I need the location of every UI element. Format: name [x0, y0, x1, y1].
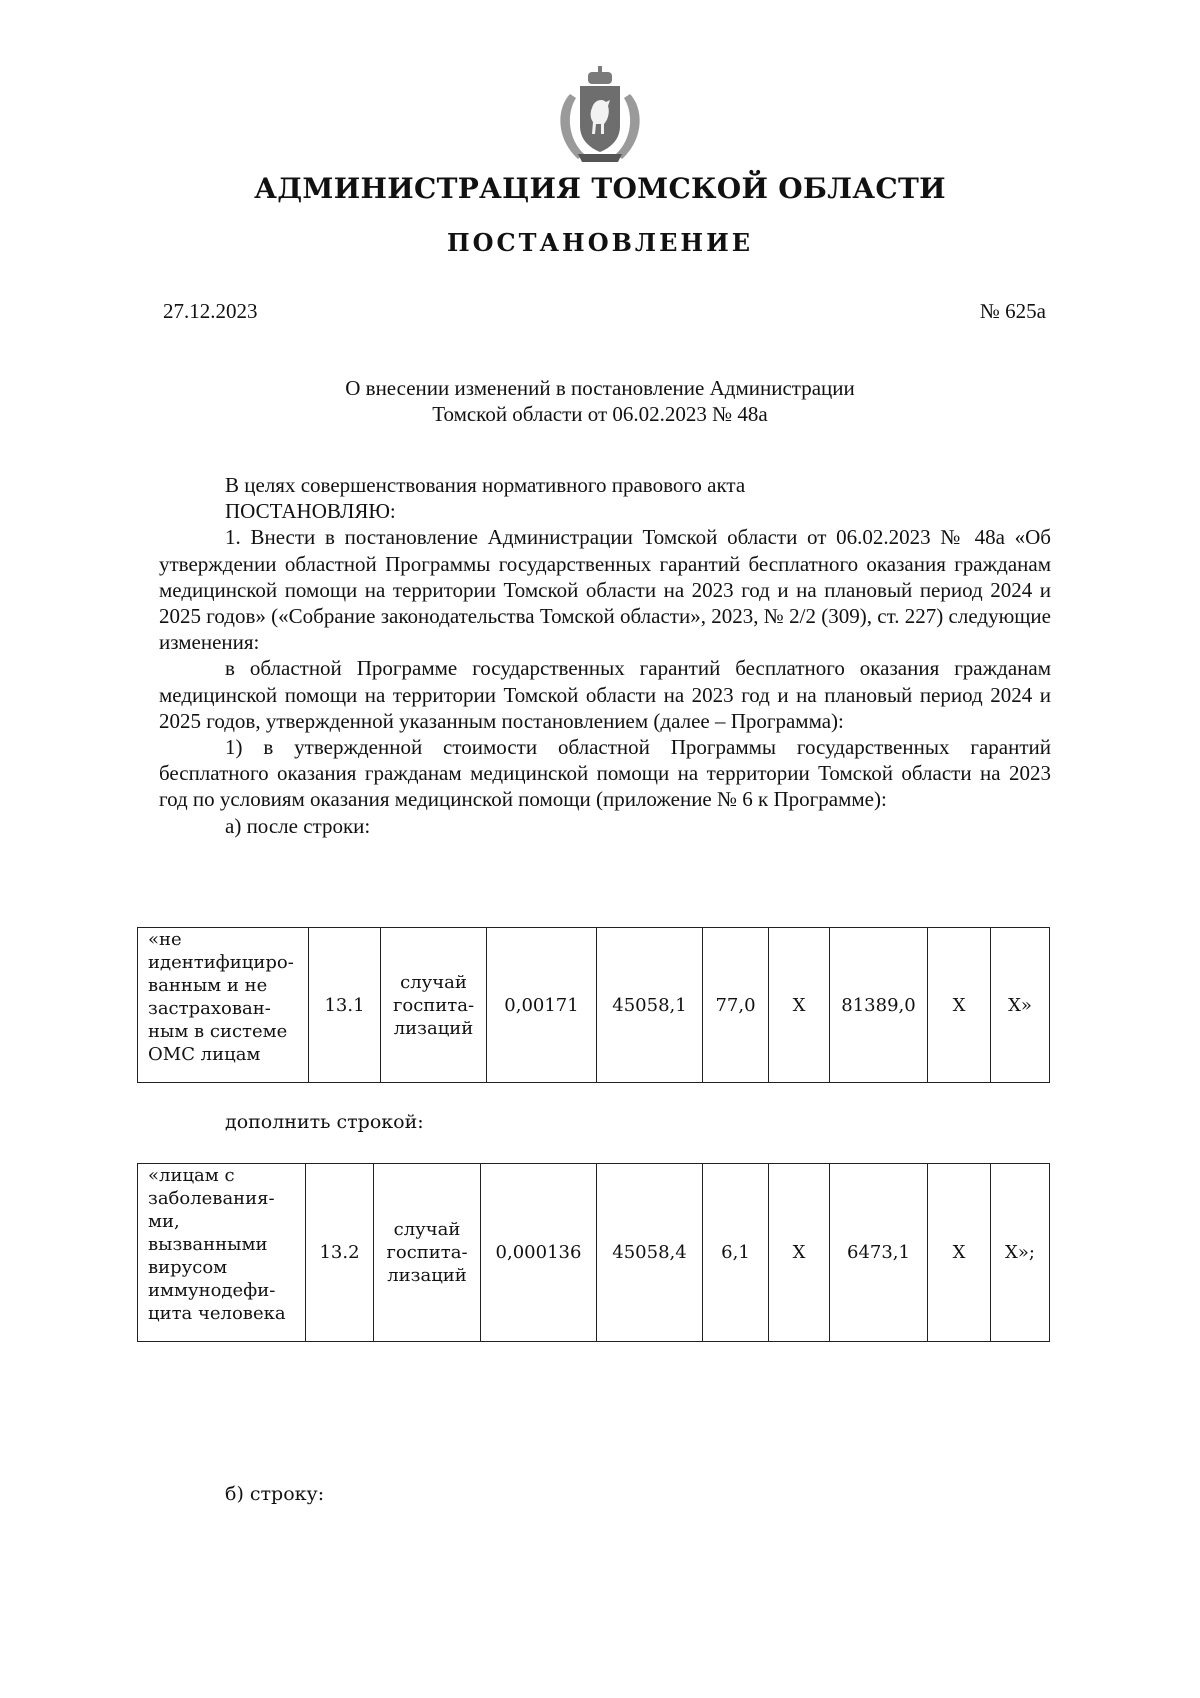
cost-per-unit-cell: 45058,1: [597, 928, 703, 1083]
document-body: [159, 472, 1051, 839]
per-capita-cell: 6,1: [703, 1164, 769, 1342]
decree-word: ПОСТАНОВЛЯЮ:: [225, 499, 396, 524]
x-cell: Х: [928, 1164, 991, 1342]
document-subject: [0, 375, 1200, 427]
table-row: [138, 1164, 1050, 1342]
x-cell: Х: [928, 928, 991, 1083]
preamble: В целях совершенствования нормативного правового акта: [225, 473, 746, 497]
document-type-heading: ПОСТАНОВЛЕНИЕ: [446, 228, 754, 257]
point-a: а) после строки:: [225, 813, 371, 838]
cost-per-unit-cell: 45058,4: [597, 1164, 703, 1342]
subject-line-1: О внесении изменений в постановление Администрации: [345, 376, 855, 400]
table-row: [138, 928, 1050, 1083]
volume-cell: 0,00171: [487, 928, 597, 1083]
document-number: № 625а: [979, 299, 1046, 323]
unit-cell: случай госпита-лизаций: [374, 1164, 481, 1342]
x-cell: Х: [769, 1164, 830, 1342]
item-1-sub: в областной Программе государственных гарантий бесплатного оказания гражданам медицинской помощи на территории Томской области на 2023 год и на плановый период 2024 и 2025 годов, утвержденной указанным постановлением (далее – Программа):: [159, 656, 1051, 733]
x-cell: Х»;: [991, 1164, 1050, 1342]
point-b: б) строку:: [225, 1483, 325, 1505]
volume-cell: 0,000136: [481, 1164, 597, 1342]
unit-cell: случай госпита-лизаций: [381, 928, 487, 1083]
row-name-cell: «не идентифициро-ванным и не застрахован-ным в системе ОМС лицам: [138, 928, 309, 1083]
organization-title: АДМИНИСТРАЦИЯ ТОМСКОЙ ОБЛАСТИ: [254, 172, 946, 205]
subitem-1: 1) в утвержденной стоимости областной Программы государственных гарантий бесплатного оказания гражданам медицинской помощи на территории Томской области на 2023 год по условиям оказания медицинской помощи (приложение № 6 к Программе):: [159, 735, 1051, 812]
coat-of-arms-icon: [548, 64, 652, 168]
document-date: 27.12.2023: [163, 299, 258, 323]
item-1: 1. Внести в постановление Администрации Томской области от 06.02.2023 № 48а «Об утверждении областной Программы государственных гарантий бесплатного оказания гражданам медицинской помощи на территории Томской области на 2023 год и на плановый период 2024 и 2025 годов» («Собрание законодательства Томской области», 2023, № 2/2 (309), ст. 227) следующие изменения:: [159, 525, 1051, 655]
subject-line-2: Томской области от 06.02.2023 № 48а: [432, 402, 768, 426]
total-cost-cell: 6473,1: [830, 1164, 928, 1342]
per-capita-cell: 77,0: [703, 928, 769, 1083]
row-name-cell: «лицам с заболевания-ми, вызванными вирусом иммунодефи-цита человека: [138, 1164, 306, 1342]
table-existing-row: [137, 927, 1050, 1083]
total-cost-cell: 81389,0: [830, 928, 928, 1083]
table-new-row: [137, 1163, 1050, 1342]
row-number-cell: 13.1: [309, 928, 381, 1083]
add-row-label: дополнить строкой:: [225, 1111, 424, 1133]
x-cell: Х: [769, 928, 830, 1083]
row-number-cell: 13.2: [306, 1164, 374, 1342]
x-cell: Х»: [991, 928, 1050, 1083]
